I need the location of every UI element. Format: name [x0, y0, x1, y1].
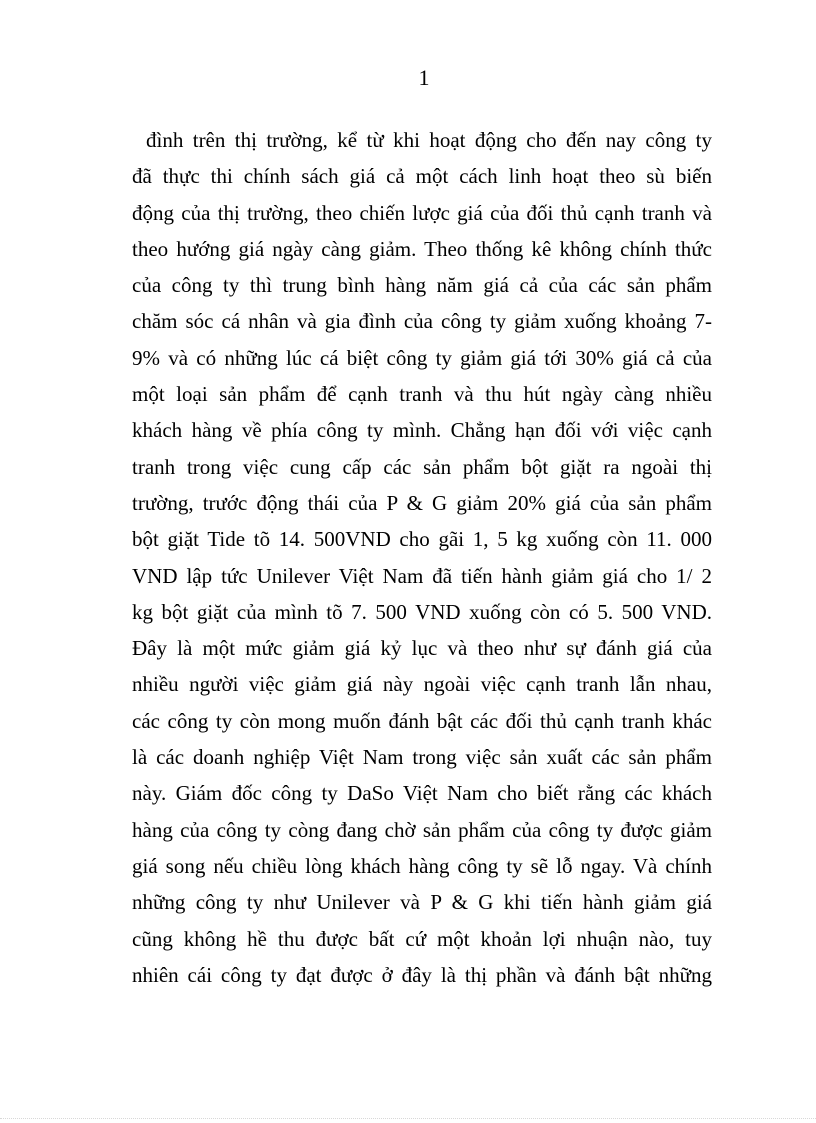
body-paragraph — [132, 122, 712, 993]
text-line: một loại sản phẩm để cạnh tranh và thu hút ngày càng nhiều — [132, 382, 712, 407]
text-line: các công ty còn mong muốn đánh bật các đối thủ cạnh tranh khác — [132, 708, 712, 733]
text-line: nhiều người việc giảm giá này ngoài việc cạnh tranh lẫn nhau, — [132, 672, 712, 697]
text-line: tranh trong việc cung cấp các sản phẩm bột giặt ra ngoài thị — [132, 454, 712, 479]
text-line: giá song nếu chiều lòng khách hàng công ty sẽ lỗ ngay. Và chính — [132, 853, 712, 878]
text-line: của công ty thì trung bình hàng năm giá cả của các sản phẩm — [132, 273, 712, 298]
page-bottom-divider — [0, 1118, 816, 1119]
text-line: kg bột giặt của mình tõ 7. 500 VND xuống còn có 5. 500 VND. — [132, 599, 712, 624]
page-number: 1 — [418, 65, 430, 90]
text-line: đã thực thi chính sách giá cả một cách linh hoạt theo sù biến — [132, 164, 712, 189]
text-line: hàng của công ty còng đang chờ sản phẩm của công ty được giảm — [132, 817, 712, 842]
text-line: trường, trước động thái của P & G giảm 20% giá của sản phẩm — [132, 490, 712, 515]
text-line: động của thị trường, theo chiến lược giá của đối thủ cạnh tranh và — [132, 200, 712, 225]
text-line: theo hướng giá ngày càng giảm. Theo thống kê không chính thức — [132, 236, 712, 261]
text-line: là các doanh nghiệp Việt Nam trong việc sản xuất các sản phẩm — [132, 745, 712, 770]
text-line: chăm sóc cá nhân và gia đình của công ty giảm xuống khoảng 7- — [132, 309, 712, 334]
text-line: những công ty như Unilever và P & G khi tiến hành giảm giá — [132, 890, 712, 915]
text-line: đình trên thị trường, kể từ khi hoạt động cho đến nay công ty — [146, 128, 712, 152]
text-line: này. Giám đốc công ty DaSo Việt Nam cho biết rằng các khách — [132, 781, 712, 806]
text-line: 9% và có những lúc cá biệt công ty giảm giá tới 30% giá cả của — [132, 345, 712, 370]
text-line: nhiên cái công ty đạt được ở đây là thị phần và đánh bật những — [132, 962, 712, 987]
text-line: Đây là một mức giảm giá kỷ lục và theo như sự đánh giá của — [132, 636, 712, 661]
text-line: khách hàng về phía công ty mình. Chẳng hạn đối với việc cạnh — [132, 418, 712, 443]
text-line: cũng không hề thu được bất cứ một khoản lợi nhuận nào, tuy — [132, 926, 712, 951]
text-line: VND lập tức Unilever Việt Nam đã tiến hành giảm giá cho 1/ 2 — [132, 563, 712, 588]
text-line: bột giặt Tide tõ 14. 500VND cho gãi 1, 5 kg xuống còn 11. 000 — [132, 527, 712, 552]
